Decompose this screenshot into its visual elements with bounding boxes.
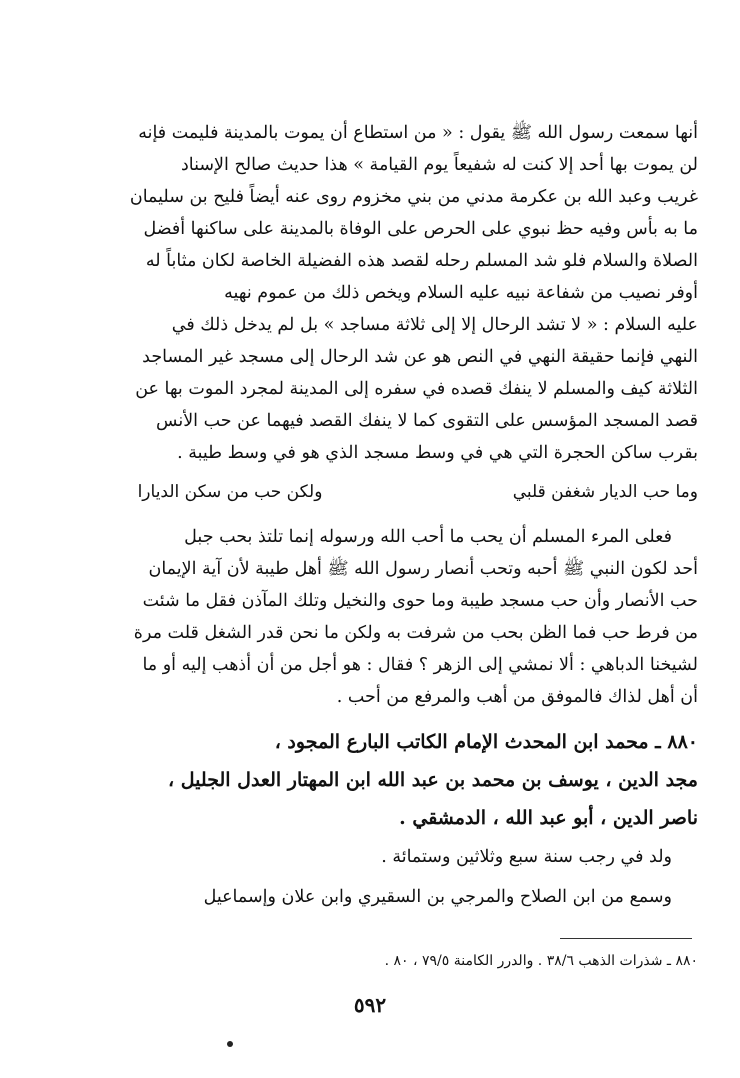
paragraph-1-line: أنها سمعت رسول الله ﷺ يقول : « من استطاع أن يموت بالمدينة فليمت فإنه [138, 123, 698, 143]
biography-text-line: ولد في رجب سنة سبع وثلاثين وستمائة . [381, 847, 672, 867]
poem-hemistich-1: وما حب الديار شغفن قلبي [512, 482, 698, 502]
paragraph-1-line: الصلاة والسلام فلو شد المسلم رحله لقصد هذه الفضيلة الخاصة لكان مثاباً له [145, 251, 698, 271]
paragraph-2-line: أن أهل لذاك فالموفق من أهب والمرفع من أحب . [336, 687, 698, 707]
print-mark [227, 1041, 233, 1047]
paragraph-1-line: غريب وعبد الله بن عكرمة مدني من بني مخزوم روى عنه أيضاً فليح بن سليمان [129, 187, 698, 207]
paragraph-1-line: قصد المسجد المؤسس على التقوى كما لا ينفك القصد فيهما عن حب الأنس [156, 411, 698, 431]
paragraph-1-line: الثلاثة كيف والمسلم لا ينفك قصده في سفره إلى المدينة لمجرد الموت بها عن [135, 379, 698, 399]
biography-text-line: وسمع من ابن الصلاح والمرجي بن السقيري وابن علان وإسماعيل [203, 887, 672, 907]
paragraph-2-line: حب الأنصار وأن حب مسجد طيبة وما حوى والنخيل وتلك المآذن فقل ما شئت [142, 591, 698, 611]
paragraph-1-line: أوفر نصيب من شفاعة نبيه عليه السلام ويخص ذلك من عموم نهيه [224, 283, 698, 303]
footnote-separator [560, 938, 692, 939]
biography-heading-line: ٨٨٠ ـ محمد ابن المحدث الإمام الكاتب البارع المجود ، [274, 731, 698, 753]
paragraph-2-line: فعلى المرء المسلم أن يحب ما أحب الله ورسوله إنما تلتذ بحب جبل [184, 527, 672, 547]
biography-heading-line: مجد الدين ، يوسف بن محمد بن عبد الله ابن المهتار العدل الجليل ، [168, 769, 698, 791]
biography-heading-line: ناصر الدين ، أبو عبد الله ، الدمشقي . [399, 807, 698, 829]
paragraph-2-line: لشيخنا الدباهي : ألا نمشي إلى الزهر ؟ فقال : هو أجل من أن أذهب إليه أو ما [142, 655, 698, 675]
paragraph-1-line: عليه السلام : « لا تشد الرحال إلا إلى ثلاثة مساجد » بل لم يدخل ذلك في [171, 315, 698, 335]
footnote: ٨٨٠ ـ شذرات الذهب ٣٨/٦ . والدرر الكامنة ٧٩/٥ ، ٨٠ . [384, 953, 698, 969]
paragraph-1-line: النهي فإنما حقيقة النهي في النص هو عن شد الرحال إلى مسجد غير المساجد [142, 347, 698, 367]
paragraph-1-line: بقرب ساكن الحجرة التي هي في وسط مسجد الذي هو في وسط طيبة . [177, 443, 698, 463]
paragraph-1-line: ما به بأس وفيه حظ نبوي على الحرص على الوفاة بالمدينة على ساكنها أفضل [143, 219, 698, 239]
poem-hemistich-2: ولكن حب من سكن الديارا [137, 482, 323, 502]
paragraph-2-line: أحد لكون النبي ﷺ أحبه وتحب أنصار رسول الله ﷺ أهل طيبة لأن آية الإيمان [148, 559, 698, 579]
paragraph-2-line: من فرط حب فما الظن بحب من شرفت به ولكن ما نحن قدر الشغل قلت مرة [133, 623, 698, 643]
page-number: ٥٩٢ [353, 993, 387, 1017]
paragraph-1-line: لن يموت بها أحد إلا كنت له شفيعاً يوم القيامة » هذا حديث صالح الإسناد [180, 155, 698, 175]
